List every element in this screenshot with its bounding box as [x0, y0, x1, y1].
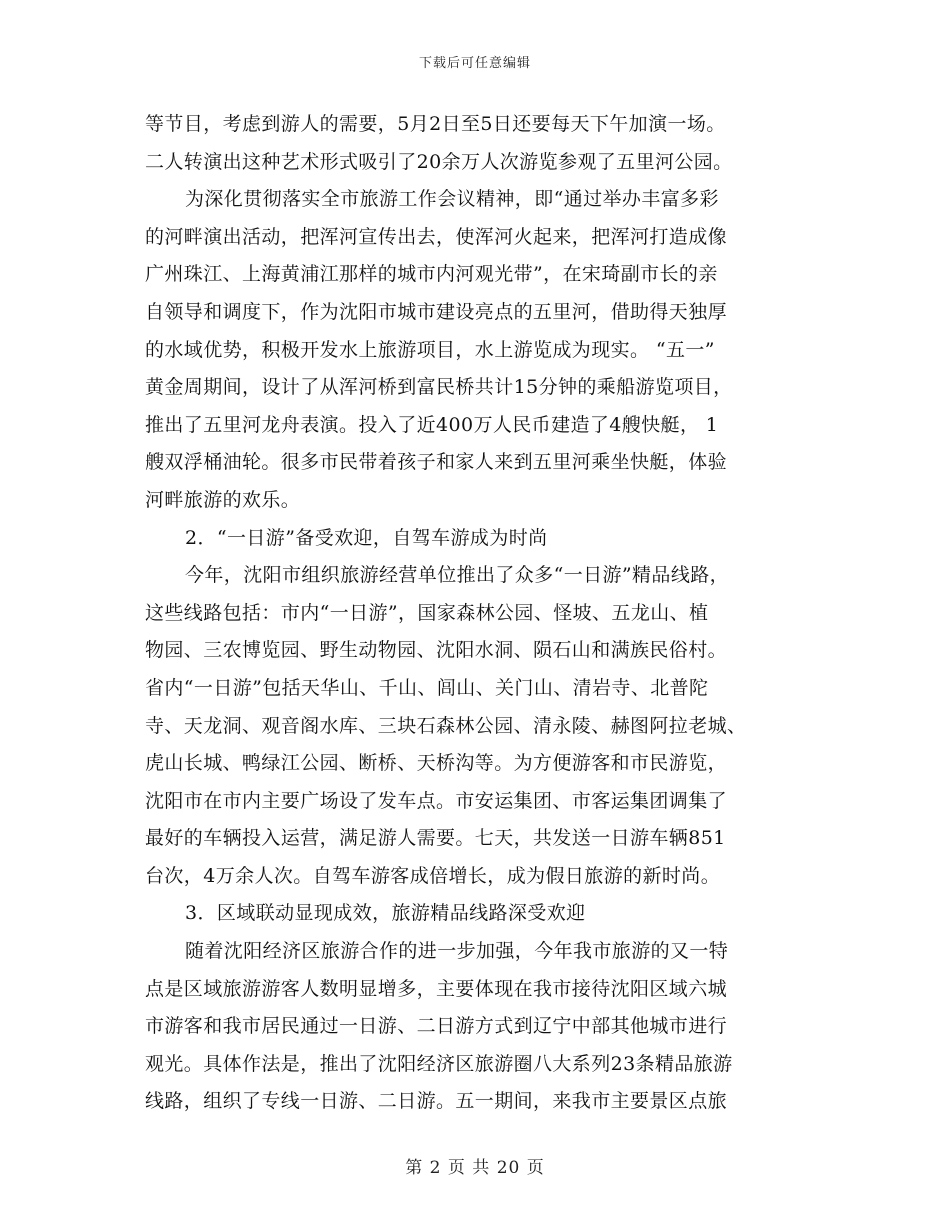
text-line: 随着沈阳经济区旅游合作的进一步加强，今年我市旅游的又一特 [185, 940, 729, 963]
text-line: 为深化贯彻落实全市旅游工作会议精神，即“通过举办丰富多彩 [185, 188, 719, 211]
text-line: 河畔旅游的欢乐。 [145, 488, 301, 511]
text-line: 二人转演出这种艺术形式吸引了20余万人次游览参观了五里河公园。 [145, 150, 733, 173]
body-text [145, 106, 800, 1121]
text-line: 今年，沈阳市组织旅游经营单位推出了众多“一日游”精品线路， [185, 564, 730, 587]
page-header: 下载后可任意编辑 [418, 56, 531, 71]
text-line: 省内“一日游”包括天华山、千山、闾山、关门山、清岩寺、北普陀 [145, 676, 709, 699]
page-footer: 第 2 页 共 20 页 [405, 1158, 545, 1178]
text-line: 最好的车辆投入运营，满足游人需要。七天，共发送一日游车辆851 [145, 827, 726, 850]
text-line: 沈阳市在市内主要广场设了发车点。市安运集团、市客运集团调集了 [145, 789, 728, 812]
text-line: 黄金周期间，设计了从浑河桥到富民桥共计15分钟的乘船游览项目， [145, 376, 733, 399]
text-line: 广州珠江、上海黄浦江那样的城市内河观光带”，在宋琦副市长的亲 [145, 263, 718, 286]
text-line: 观光。具体作法是，推出了沈阳经济区旅游圈八大系列23条精品旅游 [145, 1052, 733, 1075]
text-line: 2．“一日游”备受欢迎，自驾车游成为时尚 [185, 526, 548, 549]
text-line: 这些线路包括：市内“一日游”，国家森林公园、怪坡、五龙山、植 [145, 601, 709, 624]
text-line: 自领导和调度下，作为沈阳市城市建设亮点的五里河，借助得天独厚 [145, 300, 728, 323]
text-line: 等节目，考虑到游人的需要，5月2日至5日还要每天下午加演一场。 [145, 113, 726, 135]
text-line: 寺、天龙洞、观音阁水库、三块石森林公园、清永陵、赫图阿拉老城、 [145, 714, 747, 737]
text-line: 台次，4万余人次。自驾车游客成倍增长，成为假日旅游的新时尚。 [145, 864, 721, 887]
text-line: 点是区域旅游游客人数明显增多，主要体现在我市接待沈阳区域六城 [145, 977, 728, 1000]
text-line: 艘双浮桶油轮。很多市民带着孩子和家人来到五里河乘坐快艇，体验 [145, 451, 728, 474]
text-line: 市游客和我市居民通过一日游、二日游方式到辽宁中部其他城市进行 [145, 1015, 728, 1038]
text-line: 虎山长城、鸭绿江公园、断桥、天桥沟等。为方便游客和市民游览， [145, 752, 728, 775]
text-line: 的河畔演出活动，把浑河宣传出去，使浑河火起来，把浑河打造成像 [145, 225, 728, 248]
text-line: 的水域优势，积极开发水上旅游项目，水上游览成为现实。 “五一” [145, 338, 715, 361]
text-line: 推出了五里河龙舟表演。投入了近400万人民币建造了4艘快艇， 1 [145, 413, 719, 436]
text-line: 物园、三农博览园、野生动物园、沈阳水洞、陨石山和满族民俗村。 [145, 639, 728, 662]
text-line: 线路，组织了专线一日游、二日游。五一期间，来我市主要景区点旅 [145, 1090, 728, 1113]
text-line: 3．区域联动显现成效，旅游精品线路深受欢迎 [185, 902, 586, 925]
